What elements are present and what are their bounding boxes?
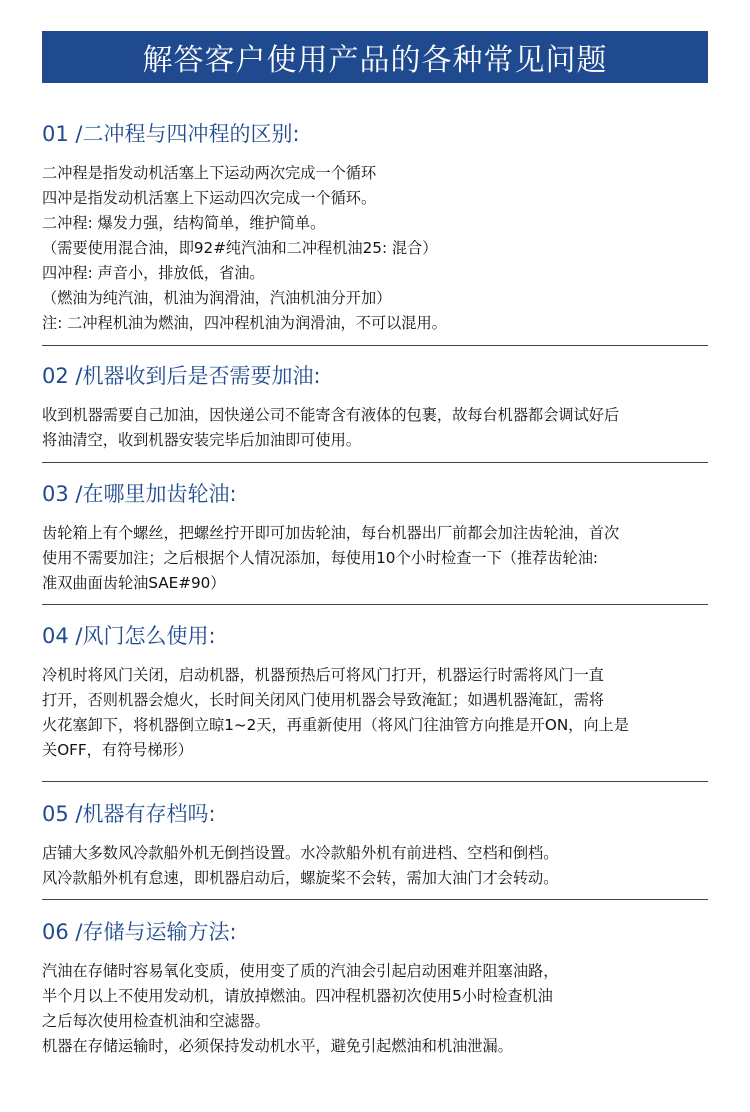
section-divider: [42, 899, 708, 900]
body-line: 四冲是指发动机活塞上下运动四次完成一个循环。: [42, 189, 377, 207]
section-heading: 03 /在哪里加齿轮油:: [42, 482, 237, 506]
body-line: 关OFF，有符号梯形）: [42, 741, 193, 759]
section-06: [42, 919, 708, 1059]
section-01: [42, 121, 708, 336]
section-05: [42, 801, 708, 891]
body-line: 准双曲面齿轮油SAE#90）: [42, 574, 226, 592]
body-line: （需要使用混合油，即92#纯汽油和二冲程机油25: 混合）: [42, 239, 438, 257]
body-line: 店铺大多数风冷款船外机无倒挡设置。水冷款船外机有前进档、空档和倒档。: [42, 844, 559, 862]
body-line: 将油清空，收到机器安装完毕后加油即可使用。: [42, 431, 361, 449]
body-line: 风冷款船外机有怠速，即机器启动后，螺旋桨不会转，需加大油门才会转动。: [42, 869, 559, 887]
body-line: 注: 二冲程机油为燃油，四冲程机油为润滑油，不可以混用。: [42, 314, 447, 332]
body-line: 收到机器需要自己加油，因快递公司不能寄含有液体的包裹，故每台机器都会调试好后: [42, 406, 620, 424]
section-heading: 04 /风门怎么使用:: [42, 624, 216, 648]
section-divider: [42, 604, 708, 605]
section-heading: 05 /机器有存档吗:: [42, 802, 216, 826]
body-line: （燃油为纯汽油，机油为润滑油，汽油机油分开加）: [42, 289, 392, 307]
section-heading: 06 /存储与运输方法:: [42, 920, 237, 944]
header-banner: [42, 31, 708, 83]
section-divider: [42, 345, 708, 346]
body-line: 汽油在存储时容易氧化变质，使用变了质的汽油会引起启动困难并阻塞油路，: [42, 962, 559, 980]
section-02: [42, 363, 708, 453]
section-body: [42, 161, 708, 336]
body-line: 机器在存储运输时，必须保持发动机水平，避免引起燃油和机油泄漏。: [42, 1037, 513, 1055]
section-body: [42, 841, 708, 891]
page-title: 解答客户使用产品的各种常见问题: [142, 43, 608, 78]
body-line: 四冲程: 声音小，排放低，省油。: [42, 264, 265, 282]
body-line: 火花塞卸下，将机器倒立晾1~2天，再重新使用（将风门往油管方向推是开ON，向上是: [42, 716, 629, 734]
section-03: [42, 481, 708, 596]
section-divider: [42, 781, 708, 782]
body-line: 使用不需要加注；之后根据个人情况添加，每使用10个小时检查一下（推荐齿轮油:: [42, 549, 599, 567]
section-heading: 01 /二冲程与四冲程的区别:: [42, 122, 300, 146]
section-body: [42, 959, 708, 1059]
section-04: [42, 623, 708, 763]
body-line: 打开，否则机器会熄火，长时间关闭风门使用机器会导致淹缸；如遇机器淹缸，需将: [42, 691, 604, 709]
section-body: [42, 663, 708, 763]
body-line: 二冲程: 爆发力强，结构简单，维护简单。: [42, 214, 326, 232]
section-body: [42, 521, 708, 596]
section-divider: [42, 462, 708, 463]
body-line: 半个月以上不使用发动机，请放掉燃油。四冲程机器初次使用5小时检查机油: [42, 987, 553, 1005]
section-heading: 02 /机器收到后是否需要加油:: [42, 364, 321, 388]
section-body: [42, 403, 708, 453]
body-line: 齿轮箱上有个螺丝，把螺丝拧开即可加齿轮油，每台机器出厂前都会加注齿轮油，首次: [42, 524, 620, 542]
body-line: 二冲程是指发动机活塞上下运动两次完成一个循环: [42, 164, 377, 182]
body-line: 之后每次使用检查机油和空滤器。: [42, 1012, 270, 1030]
body-line: 冷机时将风门关闭，启动机器，机器预热后可将风门打开，机器运行时需将风门一直: [42, 666, 604, 684]
